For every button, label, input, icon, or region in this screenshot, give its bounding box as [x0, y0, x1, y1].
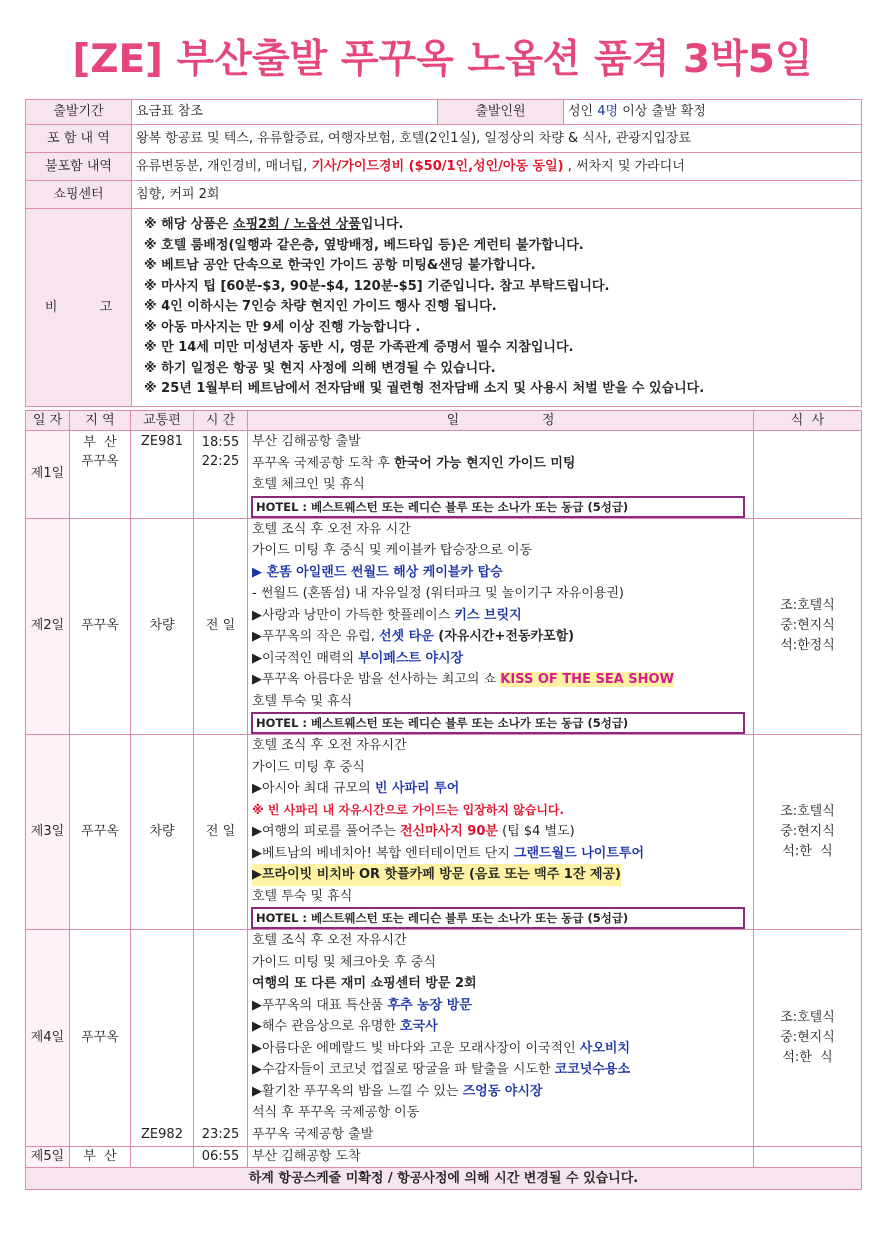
shopping-value: 침향, 커피 2회 [132, 181, 862, 209]
day-row-1 [26, 431, 862, 519]
schedule-cell: 호텔 조식 후 오전 자유시간 가이드 미팅 후 중식 ▶아시아 최대 규모의 빈 사파리 투어 ※ 빈 사파리 내 자유시간으로 가이드는 입장하지 않습니다. ▶여행의 피로를 풀어주는 전신마사지 90분 (팁 $4 별도) ▶베트남의 베네치아! 복합 엔터테이먼트 단지 그랜드월드 나이트투어 ▶프라이빗 비치바 OR 핫플카페 방문 (음료 또는 맥주 1잔 제공) 호텔 투숙 및 휴식 HOTEL : 베스트웨스턴 또는 레디슨 블루 또는 소나가 또는 동급 (5성급) [248, 735, 754, 930]
exclude-label: 불포함 내역 [26, 153, 132, 181]
day-row-4 [26, 930, 862, 1147]
day-label: 제4일 [26, 930, 70, 1147]
people-label: 출발인원 [438, 100, 564, 125]
schedule-table [25, 410, 862, 1190]
time-cell: 전 일 [194, 518, 248, 735]
transport-cell: 차량 [131, 735, 194, 930]
note-1: ※ 해당 상품은 쇼핑2회 / 노옵션 상품입니다. [144, 217, 404, 233]
note-9: ※ 25년 1월부터 베트남에서 전자담배 및 궐련형 전자담배 소지 및 사용시 처벌 받을 수 있습니다. [144, 381, 705, 397]
header-region: 지 역 [70, 411, 131, 431]
meal-cell [754, 1147, 862, 1168]
period-value: 요금표 참조 [132, 100, 438, 125]
transport-cell: ZE981 [131, 431, 194, 519]
hotel-info: HOTEL : 베스트웨스턴 또는 레디슨 블루 또는 소나가 또는 동급 (5성급) [251, 712, 745, 734]
include-label: 포 함 내 역 [26, 125, 132, 153]
notes-label: 비 고 [26, 209, 132, 407]
include-value: 왕복 항공료 및 텍스, 유류할증료, 여행자보험, 호텔(2인1실), 일정상의 차량 & 식사, 관광지입장료 [132, 125, 862, 153]
day-label: 제3일 [26, 735, 70, 930]
exclude-value: 유류변동분, 개인경비, 매너팁, 기사/가이드경비 ($50/1인,성인/아동 동일) , 써차지 및 가라디너 [132, 153, 862, 181]
header-schedule: 일 정 [248, 411, 754, 431]
notes-block [132, 209, 862, 407]
note-8: ※ 하기 일정은 항공 및 현지 사정에 의해 변경될 수 있습니다. [144, 360, 496, 376]
day-row-3 [26, 735, 862, 930]
day-label: 제1일 [26, 431, 70, 519]
info-table [25, 99, 862, 407]
day-label: 제2일 [26, 518, 70, 735]
transport-cell [131, 1147, 194, 1168]
meal-cell [754, 431, 862, 519]
region-cell: 부 산 [70, 1147, 131, 1168]
day-label: 제5일 [26, 1147, 70, 1168]
region-cell: 부 산 푸꾸옥 [70, 431, 131, 519]
hotel-info: HOTEL : 베스트웨스턴 또는 레디슨 블루 또는 소나가 또는 동급 (5성급) [251, 496, 745, 518]
header-meal: 식 사 [754, 411, 862, 431]
transport-cell: 차량 [131, 518, 194, 735]
schedule-cell: 부산 김해공항 도착 [248, 1147, 754, 1168]
schedule-cell: 부산 김해공항 출발 푸꾸옥 국제공항 도착 후 한국어 가능 현지인 가이드 미팅 호텔 체크인 및 휴식 HOTEL : 베스트웨스턴 또는 레디슨 블루 또는 소나가 또는 동급 (5성급) [248, 431, 754, 519]
time-cell: 23:25 [194, 930, 248, 1147]
footer-note: 하계 항공스케줄 미확정 / 항공사정에 의해 시간 변경될 수 있습니다. [26, 1168, 862, 1190]
region-cell: 푸꾸옥 [70, 518, 131, 735]
day-row-2 [26, 518, 862, 735]
meal-cell: 조:호텔식 중:현지식 석:한 식 [754, 930, 862, 1147]
meal-cell: 조:호텔식 중:현지식 석:한 식 [754, 735, 862, 930]
note-7: ※ 만 14세 미만 미성년자 동반 시, 영문 가족관계 증명서 필수 지참입니다. [144, 340, 574, 356]
schedule-cell: 호텔 조식 후 오전 자유 시간 가이드 미팅 후 중식 및 케이블카 탑승장으로 이동 ▶ 혼똠 아일랜드 썬월드 해상 케이블카 탑승 - 썬월드 (혼똠섬) 내 자유일정 (워터파크 및 놀이기구 자유이용권) ▶사랑과 낭만이 가득한 핫플레이스 키스 브릿지 ▶푸꾸옥의 작은 유럽, 선셋 타운 (자유시간+전동카포함) ▶이국적인 매력의 부이페스트 야시장 ▶푸꾸옥 아름다운 밤을 선사하는 최고의 쇼 KISS OF THE SEA SHOW 호텔 투숙 및 휴식 HOTEL : 베스트웨스턴 또는 레디슨 블루 또는 소나가 또는 동급 (5성급) [248, 518, 754, 735]
time-cell: 18:55 22:25 [194, 431, 248, 519]
meal-cell: 조:호텔식 중:현지식 석:한정식 [754, 518, 862, 735]
schedule-cell: 호텔 조식 후 오전 자유시간 가이드 미팅 및 체크아웃 후 중식 여행의 또 다른 재미 쇼핑센터 방문 2회 ▶푸꾸옥의 대표 특산품 후추 농장 방문 ▶해수 관음상으로 유명한 호국사 ▶아름다운 에메랄드 빛 바다와 고운 모래사장이 이국적인 사오비치 ▶수감자들이 코코넛 껍질로 땅굴을 파 탈출을 시도한 코코넛수용소 ▶활기찬 푸꾸옥의 밤을 느낄 수 있는 즈엉동 야시장 석식 후 푸꾸옥 국제공항 이동 푸꾸옥 국제공항 출발 [248, 930, 754, 1147]
note-4: ※ 마사지 팁 [60분-$3, 90분-$4, 120분-$5] 기준입니다. 참고 부탁드립니다. [144, 278, 610, 294]
transport-cell: ZE982 [131, 930, 194, 1147]
note-3: ※ 베트남 공안 단속으로 한국인 가이드 공항 미팅&샌딩 불가합니다. [144, 258, 536, 274]
header-time: 시 간 [194, 411, 248, 431]
day-row-5 [26, 1147, 862, 1168]
note-5: ※ 4인 이하시는 7인승 차량 현지인 가이드 행사 진행 됩니다. [144, 299, 497, 315]
shopping-label: 쇼핑센터 [26, 181, 132, 209]
period-label: 출발기간 [26, 100, 132, 125]
time-cell: 전 일 [194, 735, 248, 930]
region-cell: 푸꾸옥 [70, 735, 131, 930]
time-cell: 06:55 [194, 1147, 248, 1168]
region-cell: 푸꾸옥 [70, 930, 131, 1147]
page-title: [ZE] 부산출발 푸꾸옥 노옵션 품격 3박5일 [72, 37, 813, 82]
note-6: ※ 아동 마사지는 만 9세 이상 진행 가능합니다 . [144, 319, 421, 335]
people-value: 성인 4명 이상 출발 확정 [564, 100, 862, 125]
hotel-info: HOTEL : 베스트웨스턴 또는 레디슨 블루 또는 소나가 또는 동급 (5성급) [251, 907, 745, 929]
header-day: 일 자 [26, 411, 70, 431]
note-2: ※ 호텔 룸배정(일행과 같은층, 옆방배정, 베드타입 등)은 게런티 불가합니다. [144, 237, 584, 253]
header-transport: 교통편 [131, 411, 194, 431]
